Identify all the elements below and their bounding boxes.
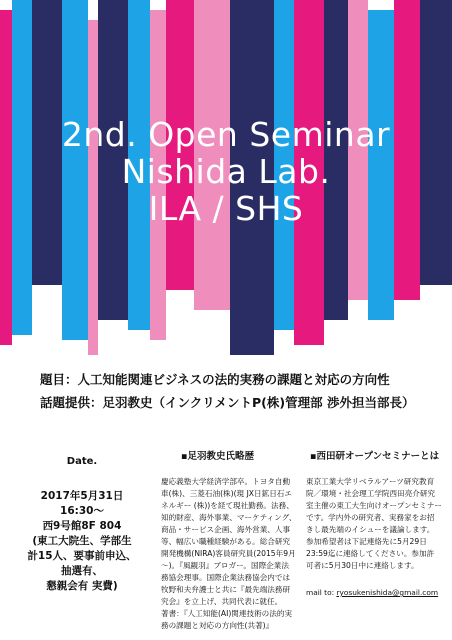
info-line: です。学内外の研究者、実務家をお招 xyxy=(306,513,435,522)
contact-line xyxy=(306,588,446,597)
bio-text xyxy=(161,476,301,632)
seminar-info-section xyxy=(306,448,446,597)
lottery-line: 抽選有、 xyxy=(61,565,103,577)
seminar-info-heading: ▪西田研オープンセミナーとは xyxy=(310,451,440,462)
time-line: 16:30〜 xyxy=(60,505,104,517)
date-section xyxy=(22,456,142,594)
bio-line: 知的財産、海外事業、マーケティング、 xyxy=(161,513,297,522)
topic-line: 題目：人工知能関連ビジネスの法的実務の課題と対応の方向性 xyxy=(40,372,390,387)
title-line-3: ILA / SHS xyxy=(148,189,304,228)
info-line: 院／環境・社会理工学院西田亮介研究 xyxy=(306,489,436,498)
mail-label: mail to: xyxy=(306,588,337,597)
bio-line: 慶応義塾大学経済学部卒。トヨタ自動 xyxy=(161,477,291,486)
info-line: 室主催の東工大生向けオープンセミナー xyxy=(306,501,443,510)
bio-line: 車(株)、三菱石油(株)(現 JX日鉱日石エ xyxy=(161,489,292,498)
info-line: 可者に5月30日中に連絡します。 xyxy=(306,561,419,570)
capacity-line: 計15人、要事前申込、 xyxy=(27,550,137,562)
bio-line: 務の課題と対応の方向性(共著)』 xyxy=(161,621,274,630)
eligibility-line: (東工大院生、学部生 xyxy=(32,535,132,547)
date-line: 2017年5月31日 xyxy=(40,490,124,502)
seminar-title xyxy=(0,116,452,227)
bio-line: 等、幅広い職種経験がある。総合研究 xyxy=(161,537,291,546)
info-line: きし最先端のイシューを議論します。 xyxy=(306,525,435,534)
info-line: 参加希望者は下記連絡先に5月29日 xyxy=(306,537,427,546)
bio-heading: ▪足羽教史氏略歴 xyxy=(181,451,254,462)
bio-line: 究会』を立上げ、共同代表に就任。 xyxy=(161,597,283,606)
title-line-2: Nishida Lab. xyxy=(121,152,331,191)
bio-line: 牧野和夫弁護士と共に『最先端法務研 xyxy=(161,585,291,594)
venue-line: 西9号館8F 804 xyxy=(42,520,122,532)
seminar-info-text xyxy=(306,476,446,572)
bio-section xyxy=(161,448,301,632)
info-line: 東京工業大学リベラルアーツ研究教育 xyxy=(306,477,435,486)
date-heading: Date. xyxy=(66,456,98,467)
bio-line: 開発機構(NIRA)客員研究員(2015年9月 xyxy=(161,549,296,558)
reception-line: 懇親会有 実費) xyxy=(46,580,118,592)
speaker-line: 話題提供：足羽教史（インクリメントP(株)管理部 渉外担当部長） xyxy=(40,395,415,410)
bio-line: 商品・サービス企画、海外営業、人事 xyxy=(161,525,291,534)
title-line-1: 2nd. Open Seminar xyxy=(61,115,391,154)
info-line: 23:59迄に連絡してください。参加許 xyxy=(306,549,435,558)
date-details xyxy=(22,489,142,594)
email-link[interactable]: ryosukenishida@gmail.com xyxy=(336,588,439,597)
bio-line: ネルギー (株))を経て現社勤務。法務、 xyxy=(161,501,294,510)
bio-line: 著書：『人工知能(AI)関連技術の法的実 xyxy=(161,609,293,618)
bio-line: 〜)。『風観羽』ブロガー。国際企業法 xyxy=(161,561,289,570)
bio-line: 務協会理事。国際企業法務協会内では xyxy=(161,573,291,582)
